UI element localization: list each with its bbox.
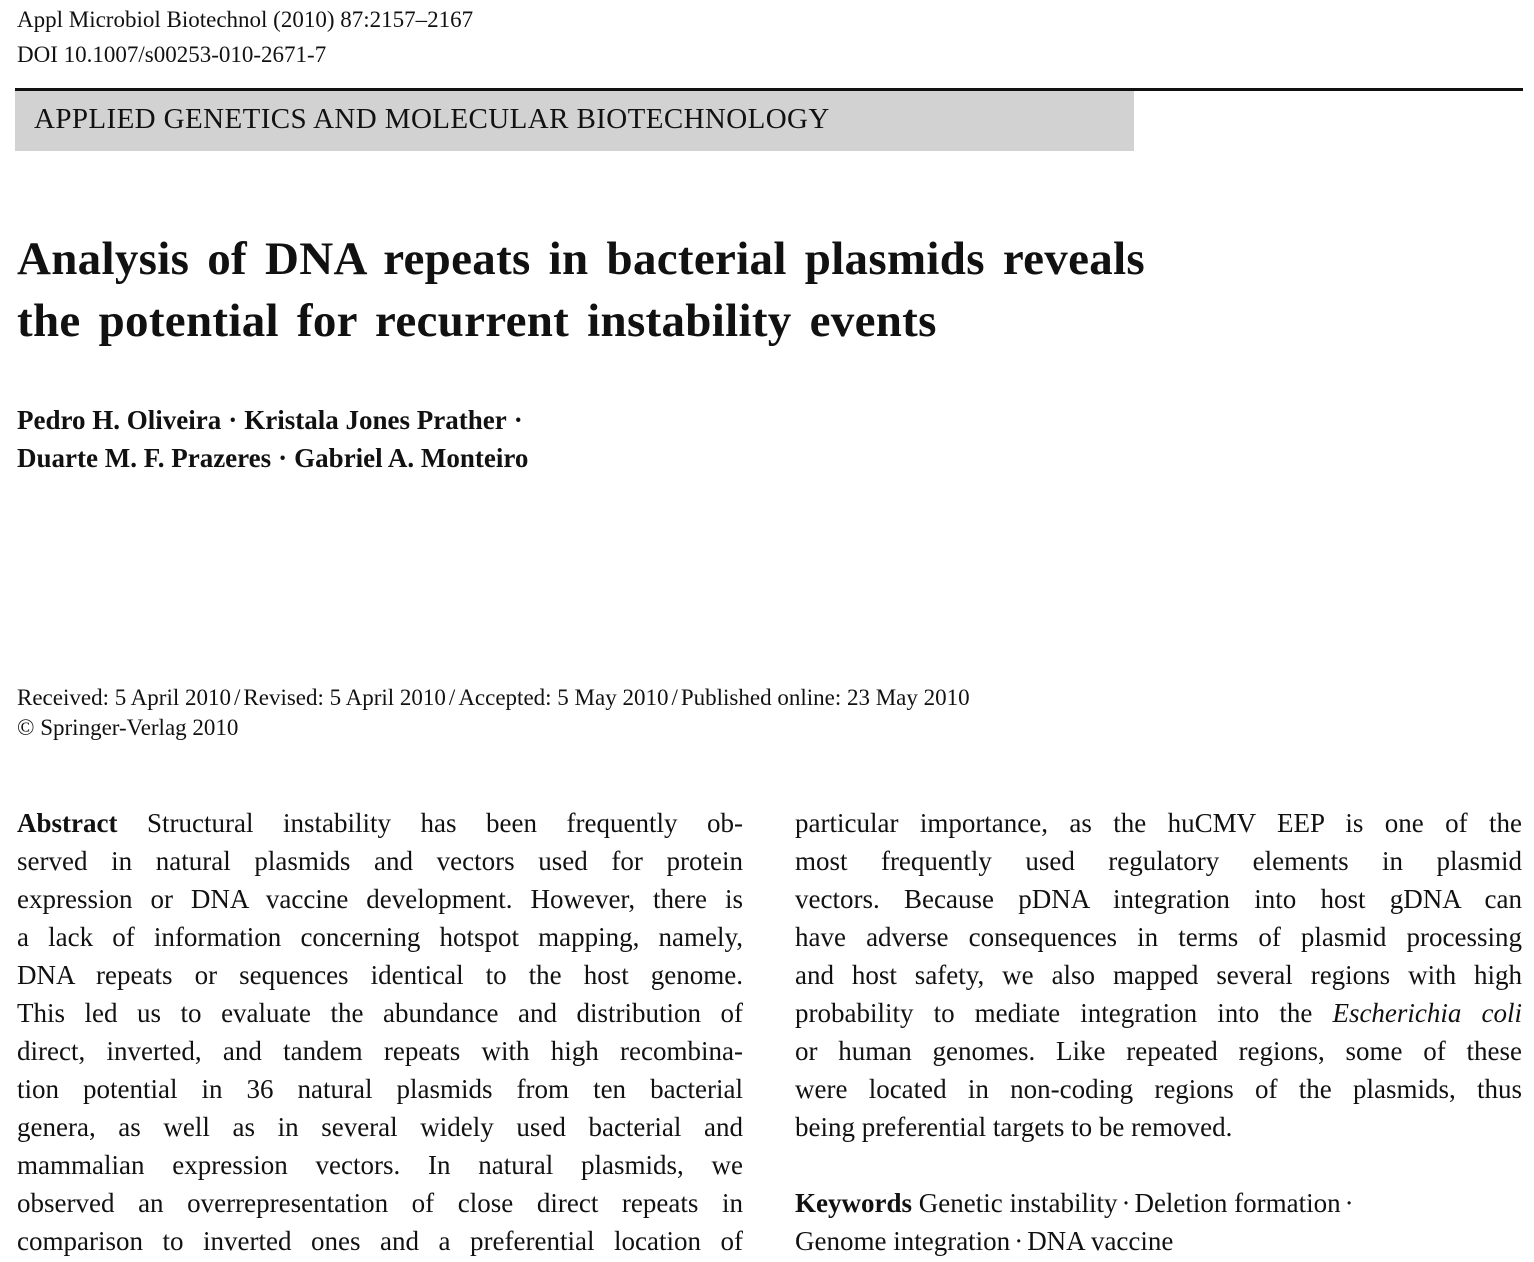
abstract-line: DNA repeats or sequences identical to the host genome. [17, 960, 743, 990]
author-list [17, 401, 530, 477]
abstract-line: served in natural plasmids and vectors used for protein [17, 846, 743, 876]
doi-line: DOI 10.1007/s00253-010-2671-7 [17, 42, 327, 67]
accepted-date: Accepted: 5 May 2010 [458, 685, 669, 710]
abstract-line: expression or DNA vaccine development. However, there is [17, 884, 743, 914]
author-name[interactable]: Gabriel A. Monteiro [294, 443, 529, 473]
section-band [15, 91, 1134, 151]
abstract-line: Abstract Structural instability has been frequently ob- [17, 808, 744, 838]
abstract-line: a lack of information concerning hotspot mapping, namely, [17, 922, 743, 952]
abstract-line: This led us to evaluate the abundance and distribution of [17, 998, 743, 1028]
abstract-line: tion potential in 36 natural plasmids from ten bacterial [17, 1074, 743, 1104]
author-separator: · [228, 405, 238, 435]
keywords-heading: Keywords [795, 1188, 912, 1218]
keyword-separator: · [1014, 1226, 1024, 1256]
keyword[interactable]: Deletion formation [1134, 1188, 1341, 1218]
article-title-line: the potential for recurrent instability events [17, 295, 937, 347]
revised-date: Revised: 5 April 2010 [243, 685, 446, 710]
abstract-line: were located in non-coding regions of the plasmids, thus [795, 1074, 1522, 1104]
abstract-column-left [17, 804, 743, 1260]
journal-citation: Appl Microbiol Biotechnol (2010) 87:2157–2167 [17, 7, 474, 32]
abstract-line: genera, as well as in several widely used bacterial and [17, 1112, 743, 1142]
author-name[interactable]: Pedro H. Oliveira [17, 405, 222, 435]
section-label: APPLIED GENETICS AND MOLECULAR BIOTECHNOLOGY [34, 103, 830, 135]
species-name: Escherichia coli [1332, 998, 1522, 1028]
publication-dates: Received: 5 April 2010 / Revised: 5 April 2010 / Accepted: 5 May 2010 / Published online: 23 May 2010 © Springer-Verlag 2010 [17, 683, 970, 743]
abstract-line: observed an overrepresentation of close direct repeats in [17, 1188, 743, 1218]
keyword[interactable]: DNA vaccine [1027, 1226, 1174, 1256]
abstract-line: being preferential targets to be removed. [795, 1112, 1233, 1142]
author-name[interactable]: Kristala Jones Prather [244, 405, 507, 435]
author-name[interactable]: Duarte M. F. Prazeres [17, 443, 272, 473]
author-separator: · [278, 443, 288, 473]
keyword-separator: · [1344, 1188, 1354, 1218]
abstract-line: most frequently used regulatory elements in plasmid [795, 846, 1522, 876]
abstract-line: particular importance, as the huCMV EEP is one of the [795, 808, 1522, 838]
received-date: Received: 5 April 2010 [17, 685, 231, 710]
abstract-line: or human genomes. Like repeated regions, some of these [795, 1036, 1522, 1066]
abstract-line: have adverse consequences in terms of plasmid processing [795, 922, 1522, 952]
abstract-line: vectors. Because pDNA integration into host gDNA can [795, 884, 1522, 914]
abstract-column-right [795, 804, 1522, 1146]
copyright-line: © Springer-Verlag 2010 [17, 715, 239, 740]
published-date: Published online: 23 May 2010 [680, 685, 970, 710]
abstract-line: direct, inverted, and tandem repeats with high recombina- [17, 1036, 743, 1066]
article-title-line: Analysis of DNA repeats in bacterial plasmids reveals [17, 233, 1146, 285]
abstract-line: probability to mediate integration into the Escherichia coli [795, 998, 1522, 1028]
author-separator: · [513, 405, 523, 435]
abstract-line: and host safety, we also mapped several regions with high [795, 960, 1522, 990]
abstract-line: mammalian expression vectors. In natural plasmids, we [17, 1150, 743, 1180]
abstract-heading: Abstract [17, 808, 118, 838]
keyword-separator: · [1121, 1188, 1131, 1218]
keywords-block [795, 1184, 1522, 1260]
abstract-line: comparison to inverted ones and a preferential location of [17, 1226, 743, 1256]
keyword[interactable]: Genome integration [795, 1226, 1011, 1256]
article-title [17, 228, 1317, 352]
keyword[interactable]: Genetic instability [918, 1188, 1118, 1218]
